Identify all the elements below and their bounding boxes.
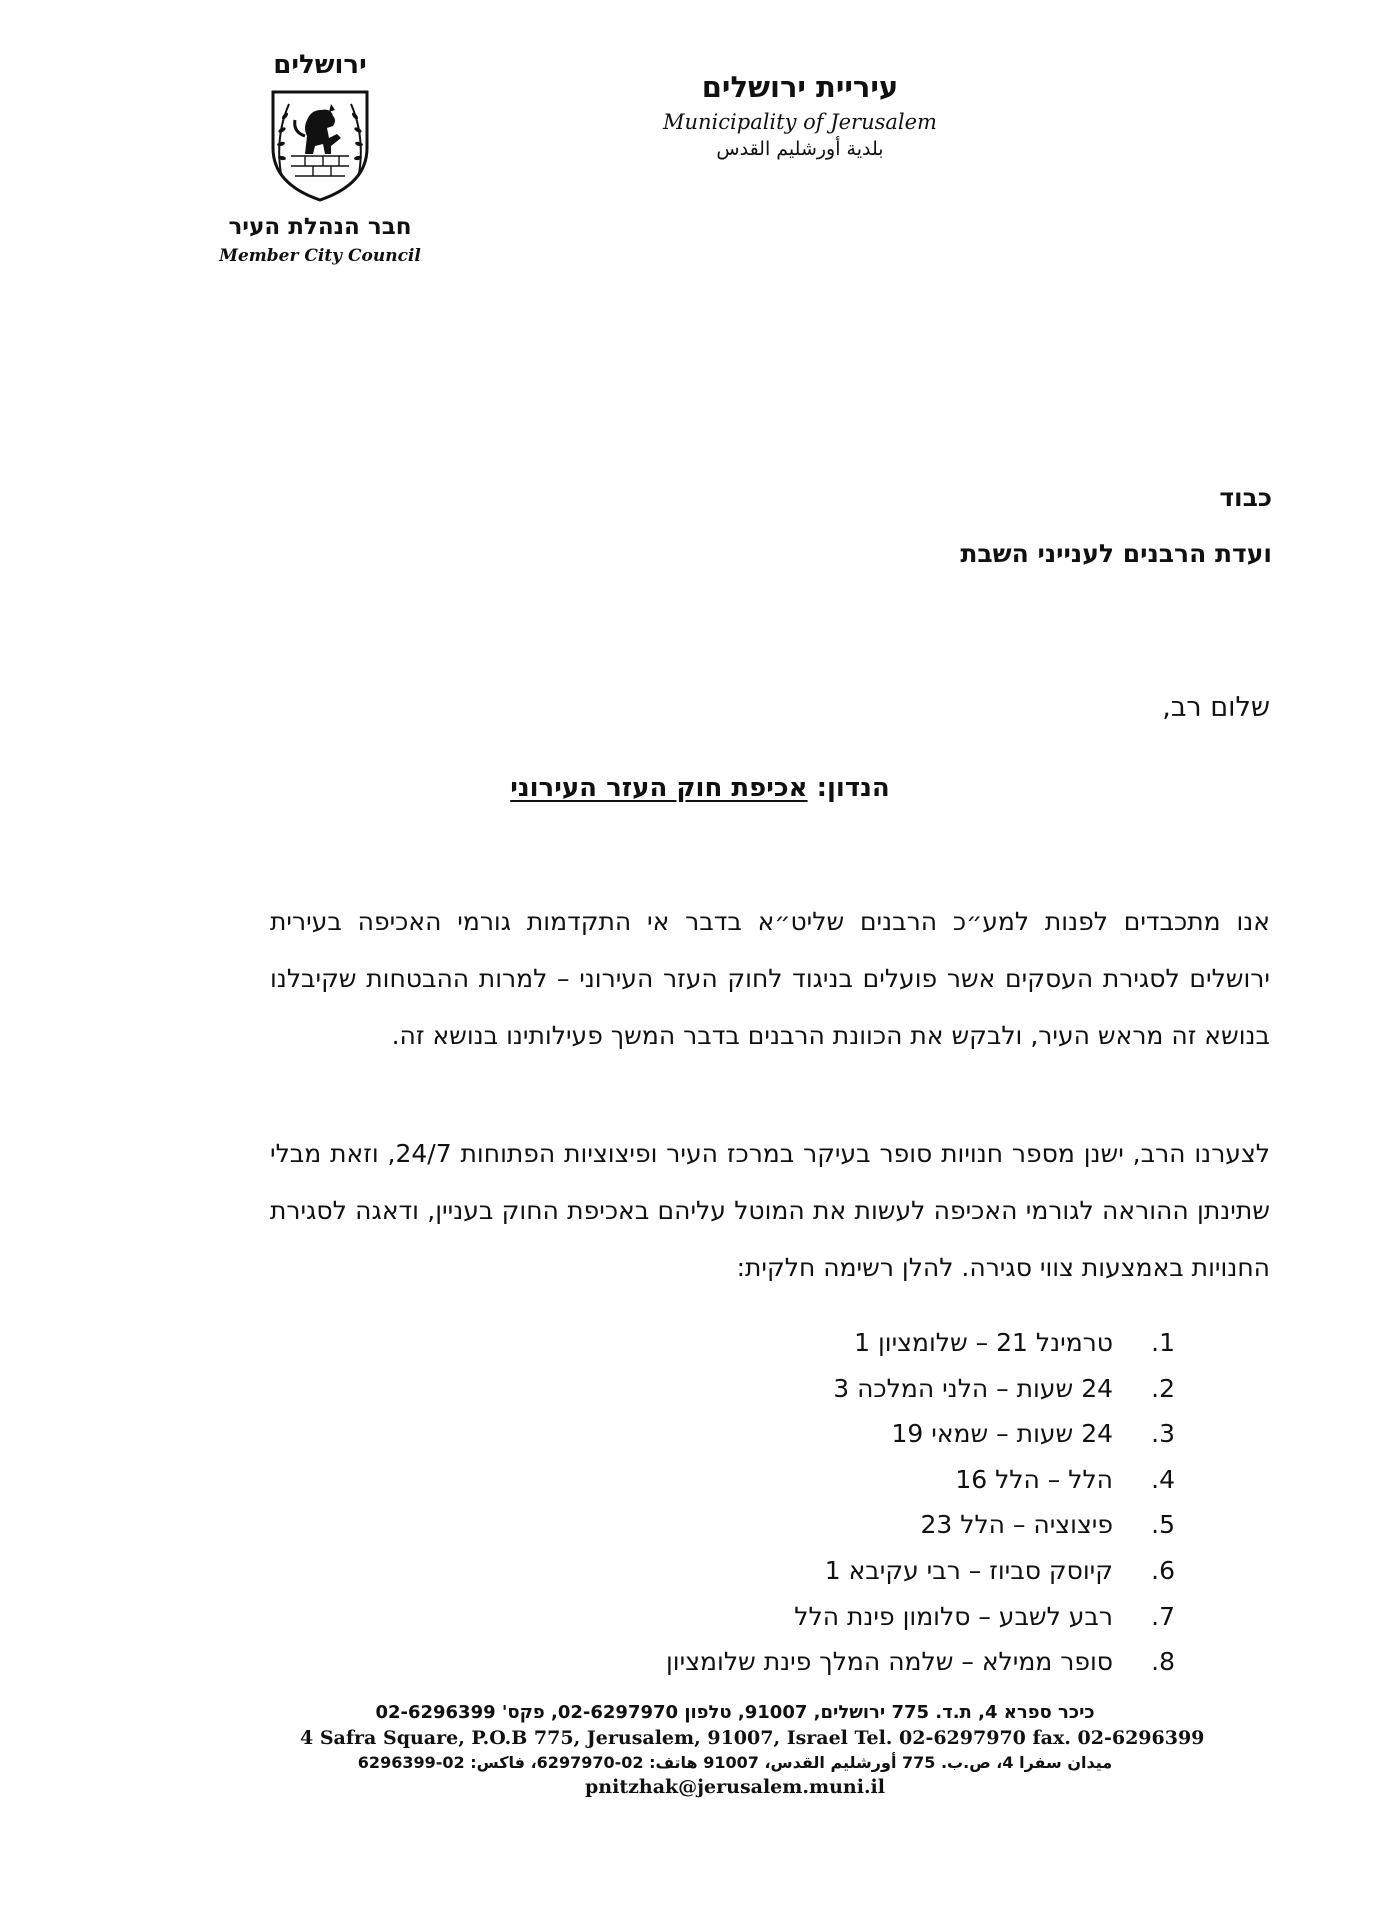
shop-list	[666, 1320, 1175, 1685]
list-item-text: 24 שעות – שמאי 19	[891, 1419, 1113, 1449]
list-item-text: טרמינל 21 – שלומציון 1	[854, 1328, 1113, 1357]
municipality-name-arabic: بلدية أورشليم القدس	[716, 138, 884, 160]
list-item-number: 3.	[1151, 1419, 1175, 1449]
footer-address-english: 4 Safra Square, P.O.B 775, Jerusalem, 91007, Israel Tel. 02-6297970 fax. 02-6296399	[300, 1727, 1205, 1749]
subject-topic: אכיפת חוק העזר העירוני	[510, 773, 808, 803]
list-item-number: 8.	[1151, 1647, 1175, 1677]
municipality-name-english: Municipality of Jerusalem	[663, 110, 937, 134]
municipality-name-hebrew: עיריית ירושלים	[701, 70, 899, 104]
footer-email: pnitzhak@jerusalem.muni.il	[585, 1776, 885, 1798]
list-item-number: 5.	[1151, 1510, 1175, 1540]
list-item-text: הלל – הלל 16	[955, 1464, 1113, 1494]
greeting: שלום רב,	[1162, 692, 1270, 723]
list-item	[666, 1411, 1175, 1457]
emblem-caption: ירושלים	[273, 50, 367, 80]
footer-address-hebrew: כיכר ספרא 4, ת.ד. 775 ירושלים, 91007, טלפון 02-6297970, פקס' 02-6296399	[375, 1702, 1095, 1723]
list-item	[666, 1502, 1175, 1548]
list-item-number: 2.	[1151, 1373, 1175, 1403]
footer-address-arabic: ميدان سفرا 4، ص.ب. 775 أورشليم القدس، 91007 هاتف: 02-6297970، فاكس: 02-6296399	[357, 1753, 1113, 1772]
body-paragraph-1: אנו מתכבדים לפנות למע״כ הרבנים שליט״א בדבר אי התקדמות גורמי האכיפה בעירית ירושלים לסגירת העסקים אשר פועלים בניגוד לחוק העזר העירוני – למרות ההבטחות שקיבלנו בנושא זה מראש העיר, ולבקש את הכוונת הרבנים בדבר המשך פעילותינו בנושא זה.	[270, 907, 1270, 1050]
list-item	[666, 1594, 1175, 1640]
member-title-hebrew: חבר הנהלת העיר	[228, 214, 412, 240]
addressee-honorific: כבוד	[1219, 483, 1272, 512]
addressee-block	[960, 470, 1272, 582]
subject-line	[0, 773, 1400, 803]
list-item	[666, 1320, 1175, 1366]
addressee-recipient: ועדת הרבנים לענייני השבת	[960, 539, 1272, 568]
list-item	[666, 1457, 1175, 1503]
list-item-number: 4.	[1151, 1464, 1175, 1494]
list-item-number: 1.	[1151, 1328, 1175, 1357]
list-item-number: 6.	[1151, 1555, 1175, 1585]
list-item-number: 7.	[1151, 1601, 1175, 1631]
list-item-text: סופר ממילא – שלמה המלך פינת שלומציון	[666, 1647, 1113, 1677]
jerusalem-emblem-icon	[265, 86, 375, 204]
list-item	[666, 1639, 1175, 1685]
body-paragraph-2: לצערנו הרב, ישנן מספר חנויות סופר בעיקר במרכז העיר ופיצוציות הפתוחות 24/7, וזאת מבלי שתינתן ההוראה לגורמי האכיפה לעשות את המוטל עליהם באכיפת החוק בעניין, ודאגה לסגירת החנויות באמצעות צווי סגירה. להלן רשימה חלקית:	[270, 1139, 1270, 1282]
list-item	[666, 1366, 1175, 1412]
list-item-text: רבע לשבע – סלומון פינת הלל	[794, 1601, 1113, 1631]
municipality-header	[620, 70, 980, 160]
list-item-text: 24 שעות – הלני המלכה 3	[833, 1373, 1113, 1403]
emblem-block	[205, 50, 435, 266]
list-item-text: קיוסק סביוז – רבי עקיבא 1	[824, 1555, 1113, 1585]
subject-label: הנדון:	[816, 773, 890, 803]
member-title-english: Member City Council	[219, 246, 421, 266]
footer-contact	[300, 1702, 1205, 1798]
list-item	[666, 1548, 1175, 1594]
list-item-text: פיצוציה – הלל 23	[920, 1510, 1113, 1540]
